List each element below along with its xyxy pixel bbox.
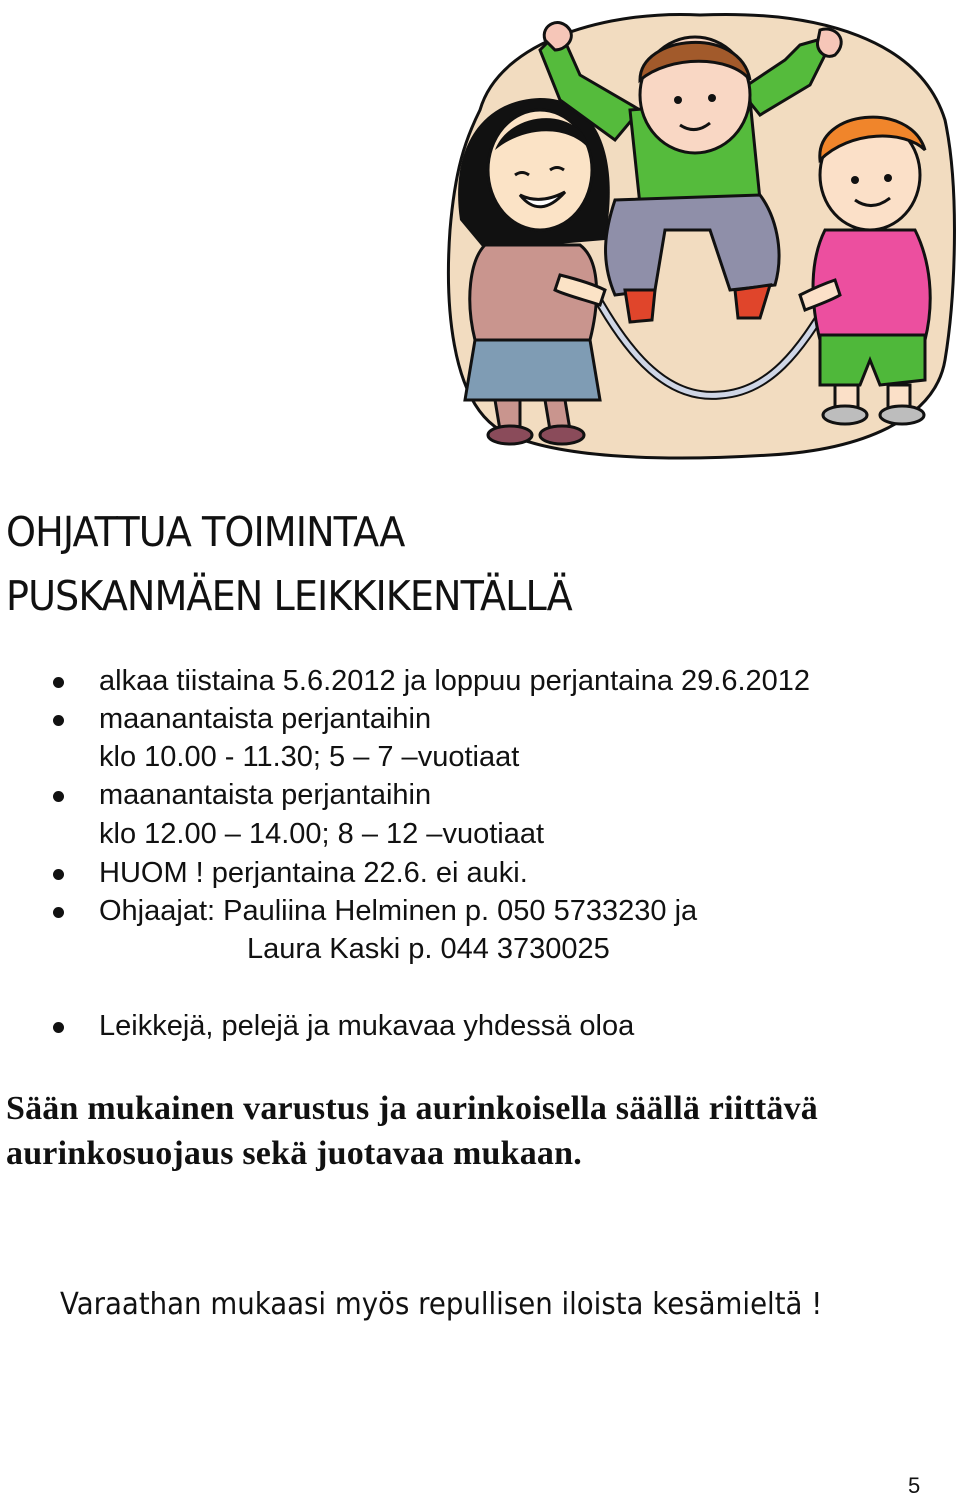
bullet-icon [53, 715, 64, 726]
bullet-icon [53, 907, 64, 918]
children-jumping-rope-icon [440, 0, 960, 470]
list-item-time-2: klo 12.00 – 14.00; 8 – 12 –vuotiaat [99, 818, 545, 850]
list-item-time-1: klo 10.00 - 11.30; 5 – 7 –vuotiaat [99, 741, 520, 773]
footer-message: Varaathan mukaasi myös repullisen iloista kesämieltä ! [60, 1287, 823, 1322]
page-number: 5 [908, 1473, 921, 1498]
bullet-icon [53, 869, 64, 880]
title-line-2: PUSKANMÄEN LEIKKIKENTÄLLÄ [6, 572, 572, 620]
list-item-activities: Leikkejä, pelejä ja mukavaa yhdessä oloa [99, 1010, 635, 1042]
bullet-icon [53, 677, 64, 688]
list-item-weekdays-2: maanantaista perjantaihin [99, 779, 432, 811]
title-line-1: OHJATTUA TOIMINTAA [6, 508, 405, 556]
list-item-weekdays-1: maanantaista perjantaihin [99, 703, 432, 735]
list-item-instructor-2: Laura Kaski p. 044 3730025 [247, 933, 610, 965]
note-line-2: aurinkosuojaus sekä juotavaa mukaan. [6, 1135, 582, 1172]
note-line-1: Sään mukainen varustus ja aurinkoisella säällä riittävä [6, 1090, 819, 1127]
list-item-instructors: Ohjaajat: Pauliina Helminen p. 050 5733230 ja [99, 895, 698, 927]
bullet-icon [53, 791, 64, 802]
bullet-icon [53, 1022, 64, 1033]
list-item-notice: HUOM ! perjantaina 22.6. ei auki. [99, 857, 528, 889]
list-item-dates: alkaa tiistaina 5.6.2012 ja loppuu perjantaina 29.6.2012 [99, 665, 811, 697]
